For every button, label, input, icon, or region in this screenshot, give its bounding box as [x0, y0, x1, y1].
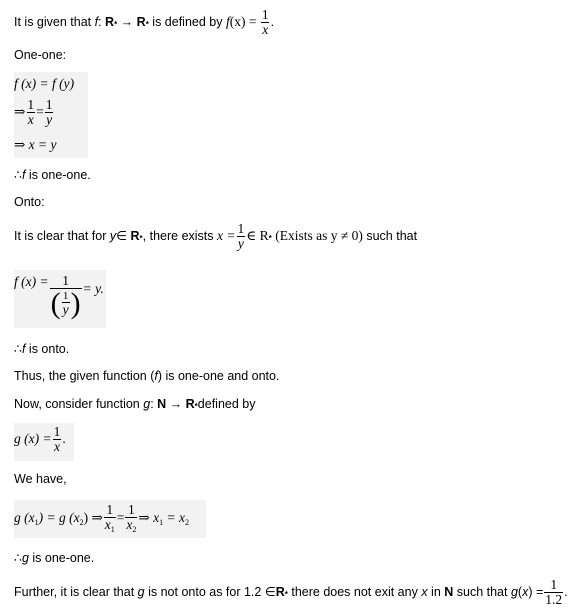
- g-symbol: g: [143, 397, 151, 411]
- onto-math: [14, 274, 104, 319]
- subscript: 1: [110, 525, 115, 535]
- subscript: 1: [34, 517, 39, 527]
- real-set-symbol: R: [275, 584, 285, 599]
- math-expression: f (x) =: [14, 274, 49, 289]
- equals-text: ) =: [528, 584, 544, 599]
- onto-heading: Onto:: [14, 195, 45, 209]
- intro-text: It is given that: [14, 14, 95, 29]
- denominator: x: [27, 112, 34, 128]
- g-symbol: g: [510, 584, 518, 599]
- denominator: y: [62, 302, 69, 318]
- thus-text-post: ) is one-one and onto.: [157, 369, 280, 383]
- math-expression: = y.: [82, 281, 104, 296]
- element-of-symbol: ∈: [116, 228, 131, 243]
- g-conclusion: [14, 550, 94, 565]
- f-symbol: f: [94, 14, 99, 29]
- oneone-step-1: f (x) = f (y): [14, 76, 75, 91]
- numerator: 1: [106, 502, 114, 517]
- g-symbol: g: [21, 551, 29, 565]
- inner-fraction: [62, 291, 70, 318]
- thus-text: Thus, the given function (: [14, 369, 155, 383]
- exists-note: (Exists as y ≠ 0): [275, 227, 363, 243]
- f-symbol: f: [21, 168, 26, 182]
- x-symbol: x: [104, 517, 111, 533]
- star-superscript: *: [268, 233, 272, 243]
- onto-text-mid: , there exists: [142, 228, 217, 243]
- left-paren: (: [50, 287, 61, 321]
- therefore-symbol: ∴: [14, 551, 22, 565]
- onto-text-post: such that: [362, 228, 418, 243]
- real-set-symbol: R: [185, 397, 195, 411]
- numerator: 1: [27, 97, 35, 112]
- star-superscript: *: [194, 402, 198, 411]
- x-symbol: x: [126, 517, 133, 533]
- oneone-conclusion: [14, 167, 91, 182]
- thus-line: [14, 369, 279, 383]
- denominator: [104, 517, 116, 534]
- math-expression: g (x) =: [14, 430, 52, 446]
- implies-symbol: ) ⇒: [83, 509, 103, 525]
- in-text: in: [427, 584, 445, 599]
- intro-text-post: is defined by: [148, 14, 226, 29]
- y-symbol: y: [109, 228, 117, 243]
- fraction: [104, 503, 116, 535]
- numerator: 1: [237, 221, 245, 236]
- conclusion-text: is one-one.: [28, 551, 95, 565]
- equals-symbol: =: [36, 103, 44, 119]
- numerator: 1: [53, 424, 61, 439]
- x-symbol: x: [522, 584, 529, 599]
- math-expression: x =: [217, 227, 236, 243]
- further-text-post: such that: [453, 584, 511, 599]
- further-text-mid2: there does not exit any: [287, 584, 422, 599]
- real-set-symbol: R: [136, 14, 146, 29]
- we-have-line: We have,: [14, 472, 67, 486]
- f-symbol: f: [225, 13, 230, 29]
- math-expression: = x: [163, 509, 185, 525]
- denominator: x: [53, 439, 60, 455]
- consider-text-post: defined by: [197, 397, 256, 411]
- onto-text: It is clear that for: [14, 228, 110, 243]
- fraction: [544, 578, 563, 607]
- intro-line: [14, 8, 274, 37]
- fraction: [53, 425, 62, 454]
- further-line: [14, 578, 568, 607]
- numerator: 1: [62, 273, 69, 288]
- oneone-step-3: ⇒ x = y: [14, 137, 57, 152]
- oneone-step-2: [14, 98, 54, 127]
- g-oneone-math: [14, 503, 189, 535]
- fraction: [261, 8, 270, 37]
- star-superscript: *: [145, 19, 149, 29]
- math-expression: ⇒ x: [138, 509, 160, 525]
- star-superscript: *: [114, 19, 118, 29]
- arrow-symbol: →: [166, 397, 186, 411]
- period: .: [62, 430, 66, 446]
- f-symbol: f: [154, 369, 158, 383]
- denominator: 1.2: [545, 592, 563, 608]
- subscript: 1: [159, 517, 164, 527]
- real-set-symbol: R: [130, 228, 140, 243]
- fraction: [45, 98, 54, 127]
- star-superscript: *: [284, 589, 288, 599]
- math-expression: (x) =: [229, 13, 260, 29]
- numerator: 1: [261, 7, 269, 22]
- fraction: [125, 503, 137, 535]
- g-symbol: g: [137, 584, 145, 599]
- onto-conclusion: [14, 341, 69, 356]
- period: .: [564, 584, 568, 599]
- subscript: 2: [79, 517, 84, 527]
- math-expression: ) = g (x: [38, 509, 80, 525]
- real-set-symbol: R: [105, 14, 115, 29]
- numerator: 1: [45, 97, 53, 112]
- equals-symbol: =: [116, 509, 125, 525]
- subscript: 2: [184, 517, 189, 527]
- subscript: 2: [132, 525, 137, 535]
- numerator: 1: [128, 502, 135, 517]
- conclusion-text: is onto.: [25, 342, 70, 356]
- math-expression: g (x: [14, 509, 35, 525]
- right-paren: ): [70, 287, 81, 321]
- colon: :: [98, 14, 106, 29]
- numerator: 1: [550, 577, 558, 592]
- x-symbol: x: [421, 584, 428, 599]
- therefore-symbol: ∴: [14, 168, 22, 182]
- colon: :: [150, 397, 158, 411]
- f-symbol: f: [21, 342, 26, 356]
- fraction: [236, 222, 245, 251]
- consider-text: Now, consider function: [14, 397, 144, 411]
- denominator: [50, 288, 82, 319]
- further-text: Further, it is clear that: [14, 584, 138, 599]
- further-text-mid: is not onto as for 1.2 ∈: [144, 584, 276, 599]
- onto-line: [14, 222, 417, 251]
- therefore-symbol: ∴: [14, 342, 22, 356]
- denominator: y: [237, 236, 244, 252]
- arrow-symbol: →: [117, 14, 137, 29]
- denominator: [125, 517, 137, 534]
- fraction: [26, 98, 35, 127]
- membership-expression: ∈ R: [246, 227, 269, 243]
- numerator: 1: [62, 289, 69, 302]
- natural-set-symbol: N: [444, 584, 454, 599]
- consider-line: [14, 397, 255, 411]
- period: .: [270, 14, 275, 29]
- g-definition: [14, 425, 66, 454]
- natural-set-symbol: N: [157, 397, 167, 411]
- star-superscript: *: [139, 233, 143, 243]
- implies-symbol: ⇒: [14, 103, 26, 119]
- compound-fraction: [50, 274, 82, 319]
- paren: (: [517, 584, 523, 599]
- oneone-heading: One-one:: [14, 48, 67, 62]
- denominator: x: [262, 22, 269, 38]
- conclusion-text: is one-one.: [25, 168, 91, 182]
- denominator: y: [46, 112, 53, 128]
